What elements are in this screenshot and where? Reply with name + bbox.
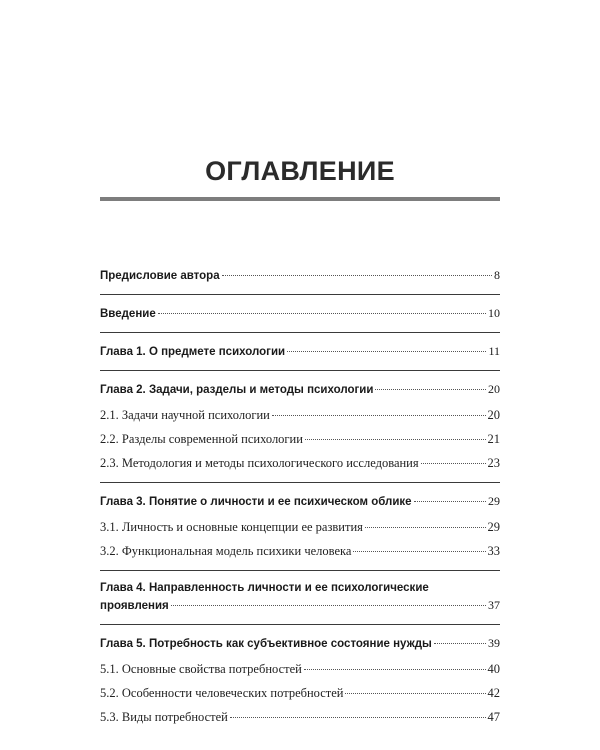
dot-leader [222, 275, 492, 276]
toc-page: 21 [487, 432, 500, 446]
toc-entry-chapter-1[interactable] [100, 344, 500, 359]
divider [100, 370, 500, 371]
toc-label: проявления [100, 600, 169, 612]
divider [100, 294, 500, 295]
toc-page: 37 [488, 598, 500, 612]
toc-label: Глава 2. Задачи, разделы и методы психологии [100, 384, 374, 396]
dot-leader [414, 501, 486, 502]
toc-entry-section-2-3[interactable] [100, 456, 500, 471]
toc-page: 29 [487, 520, 500, 534]
toc-entry-chapter-3[interactable] [100, 494, 500, 509]
dot-leader [158, 313, 486, 314]
toc-label: 3.1. Личность и основные концепции ее развития [100, 520, 363, 534]
toc-label: 2.3. Методология и методы психологического исследования [100, 456, 419, 470]
dot-leader [434, 643, 486, 644]
dot-leader [304, 669, 486, 670]
dot-leader [421, 463, 486, 464]
dot-leader [345, 693, 485, 694]
dot-leader [230, 717, 486, 718]
dot-leader [365, 527, 486, 528]
toc-page: 33 [487, 544, 500, 558]
toc-page: 20 [487, 408, 500, 422]
toc-entry-section-2-2[interactable] [100, 432, 500, 447]
toc-label: 2.1. Задачи научной психологии [100, 408, 270, 422]
toc-entry-chapter-5[interactable] [100, 636, 500, 651]
toc-page: 39 [488, 636, 500, 650]
toc-label: Глава 1. О предмете психологии [100, 346, 286, 358]
toc-page: 10 [488, 306, 500, 320]
dot-leader [305, 439, 486, 440]
toc-label: 5.2. Особенности человеческих потребностей [100, 686, 344, 700]
toc-entry-chapter-4[interactable] [100, 582, 500, 613]
toc-label: 2.2. Разделы современной психологии [100, 432, 303, 446]
toc-page: 42 [487, 686, 500, 700]
toc-entry-chapter-2[interactable] [100, 382, 500, 397]
dot-leader [287, 351, 486, 352]
toc-entry-section-5-2[interactable] [100, 686, 500, 701]
toc-entry-section-5-1[interactable] [100, 662, 500, 677]
divider [100, 482, 500, 483]
toc-page: 40 [487, 662, 500, 676]
dot-leader [272, 415, 486, 416]
toc-page: 47 [487, 710, 500, 724]
toc-label: 5.3. Виды потребностей [100, 710, 228, 724]
toc-entry-section-3-2[interactable] [100, 544, 500, 559]
table-of-contents [100, 268, 500, 725]
toc-entry-section-2-1[interactable] [100, 408, 500, 423]
toc-page: 23 [487, 456, 500, 470]
toc-label: Глава 5. Потребность как субъективное состояние нужды [100, 638, 432, 650]
toc-page: 8 [494, 268, 500, 282]
toc-entry-chapter-4-line-2 [100, 598, 500, 613]
toc-page: 29 [488, 494, 500, 508]
divider [100, 570, 500, 571]
toc-page: 20 [488, 382, 500, 396]
toc-label: 5.1. Основные свойства потребностей [100, 662, 302, 676]
toc-entry-section-5-3[interactable] [100, 710, 500, 725]
toc-label: 3.2. Функциональная модель психики человека [100, 544, 352, 558]
toc-entry-section-3-1[interactable] [100, 520, 500, 535]
dot-leader [171, 605, 486, 606]
title-rule [100, 197, 500, 201]
dot-leader [353, 551, 485, 552]
dot-leader [375, 389, 486, 390]
toc-label: Введение [100, 308, 156, 320]
divider [100, 624, 500, 625]
page-title: ОГЛАВЛЕНИЕ [205, 156, 395, 186]
toc-label: Предисловие автора [100, 270, 220, 282]
toc-label: Глава 3. Понятие о личности и ее психическом облике [100, 496, 412, 508]
toc-label-line-1: Глава 4. Направленность личности и ее психологические [100, 582, 429, 594]
toc-page: 11 [488, 344, 500, 358]
toc-entry-preface[interactable] [100, 268, 500, 283]
toc-entry-introduction[interactable] [100, 306, 500, 321]
divider [100, 332, 500, 333]
